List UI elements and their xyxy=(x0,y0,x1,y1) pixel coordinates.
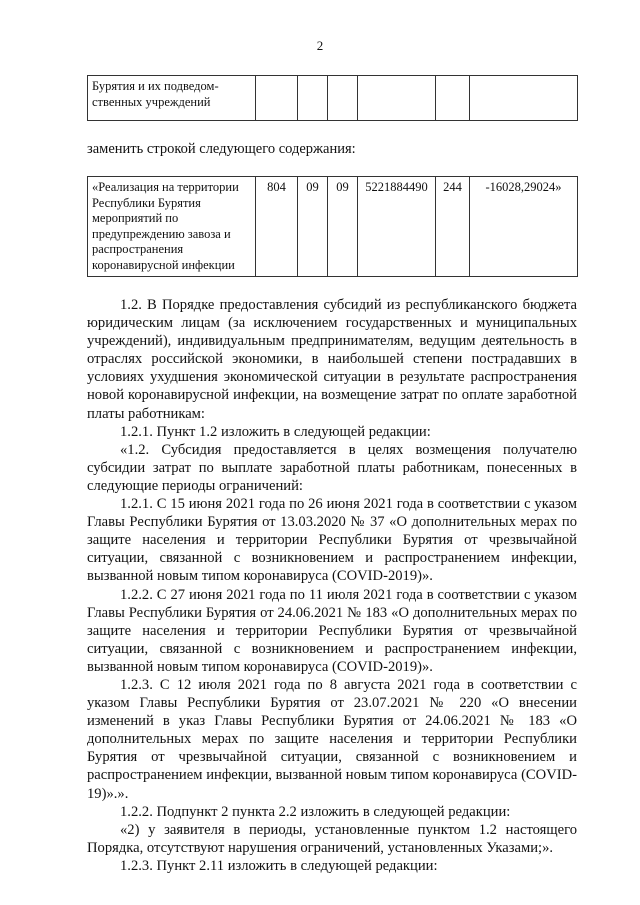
table-row xyxy=(88,177,578,277)
paragraph: 1.2.1. Пункт 1.2 изложить в следующей редакции: xyxy=(120,423,431,440)
table-cell-subsection: 09 xyxy=(328,177,358,277)
replace-instruction: заменить строкой следующего содержания: xyxy=(87,141,356,157)
table-cell-name: Бурятия и их подведом-ственных учреждений xyxy=(88,76,256,121)
paragraph: «2) у заявителя в периоды, установленные пунктом 1.2 настоящего Порядка, отсутствуют нарушения ограничений, установленных Указами;». xyxy=(87,821,577,856)
paragraph: 1.2.3. Пункт 2.11 изложить в следующей редакции: xyxy=(120,857,438,874)
table-row xyxy=(88,76,578,121)
paragraph: 1.2.2. С 27 июня 2021 года по 11 июля 2021 года в соответствии с указом Главы Республики Бурятия от 24.06.2021 № 183 «О дополнительных мерах по защите населения и территории Республики Бурятия от чрезвычайной ситуации, связанной с возникновением и распространением инфекции, вызванной новым типом коронавируса (COVID-2019)». xyxy=(87,586,577,675)
paragraph: 1.2.3. С 12 июля 2021 года по 8 августа 2021 года в соответствии с указом Главы Республики Бурятия от 23.07.2021 № 220 «О внесении изменений в указ Главы Республики Бурятия от 24.06.2021 № 183 «О дополнительных мерах по защите населения и территории Республики Бурятия от чрезвычайной ситуации, связанной с возникновением и распространением инфекции, вызванной новым типом коронавируса (COVID-19)».». xyxy=(87,676,577,802)
budget-table-old-row xyxy=(87,75,578,121)
table-cell-name: «Реализация на территории Республики Бурятия мероприятий по предупреждению завоза и распространения коронавирусной инфекции xyxy=(88,177,256,277)
table-cell-ministry xyxy=(256,76,298,121)
paragraph: «1.2. Субсидия предоставляется в целях возмещения получателю субсидии затрат по выплате заработной платы работникам, понесенных в следующие периоды ограничений: xyxy=(87,441,577,494)
paragraph: 1.2. В Порядке предоставления субсидий из республиканского бюджета юридическим лицам (за исключением государственных и муниципальных учреждений), индивидуальным предпринимателям, ведущим деятельность в отраслях российской экономики, в наибольшей степени пострадавших в условиях ухудшения экономической ситуации в результате распространения новой коронавирусной инфекции, на возмещение затрат по оплате заработной платы работникам: xyxy=(87,297,577,422)
table-cell-amount xyxy=(470,76,578,121)
table-cell-target-article xyxy=(358,76,436,121)
paragraph: 1.2.1. С 15 июня 2021 года по 26 июня 2021 года в соответствии с указом Главы Республики Бурятия от 13.03.2020 № 37 «О дополнительных мерах по защите населения и территории Республики Бурятия от чрезвычайной ситуации, связанной с возникновением и распространением инфекции, вызванной новым типом коронавируса (COVID-2019)». xyxy=(87,496,577,585)
table-cell-target-article: 5221884490 xyxy=(358,177,436,277)
body-text xyxy=(87,296,577,875)
table-cell-ministry: 804 xyxy=(256,177,298,277)
table-cell-section xyxy=(298,76,328,121)
budget-table-new-row xyxy=(87,176,578,277)
table-cell-amount: -16028,29024» xyxy=(470,177,578,277)
table-cell-expense-type xyxy=(436,76,470,121)
table-cell-expense-type: 244 xyxy=(436,177,470,277)
table-cell-section: 09 xyxy=(298,177,328,277)
paragraph: 1.2.2. Подпункт 2 пункта 2.2 изложить в следующей редакции: xyxy=(120,803,511,820)
page-number: 2 xyxy=(316,38,324,53)
table-cell-subsection xyxy=(328,76,358,121)
